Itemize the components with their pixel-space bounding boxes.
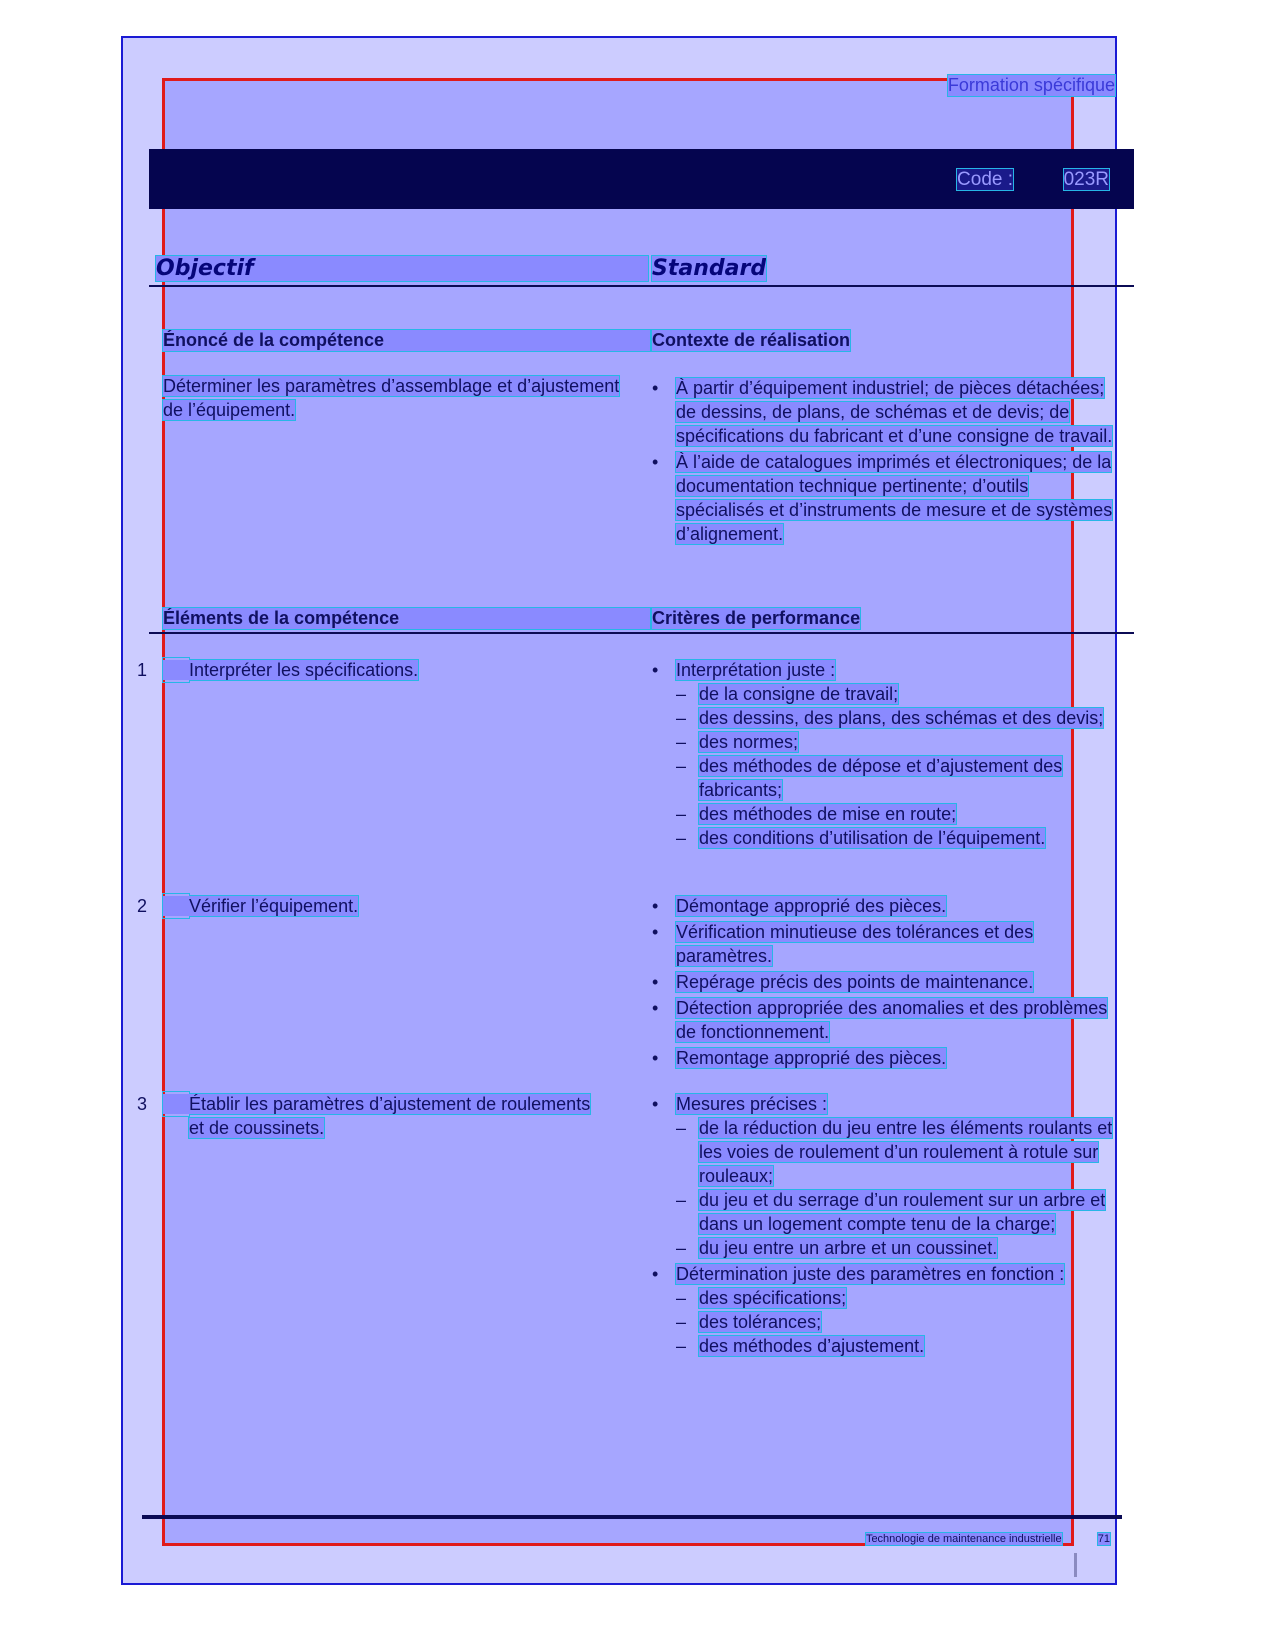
- critere-item: • Démontage approprié des pièces.: [652, 894, 1117, 918]
- contexte-item: • À l’aide de catalogues imprimés et électroniques; de la documentation technique pertinente; d’outils spécialisés et d’instruments de mesure et de systèmes d’alignement.: [652, 450, 1117, 546]
- critere-item: • Interprétation juste : – de la consigne de travail; – des dessins, des plans, des schémas et des devis; – des normes; – des méthodes de dépose et d’ajustement des fabricants; – des méthodes de mise en route; – des conditions d’utilisation de l’équipement.: [652, 658, 1117, 850]
- element-1: 1 Interpréter les spécifications.: [137, 660, 419, 680]
- objectif-heading: Objectif: [156, 256, 648, 281]
- footer-marker: [1074, 1553, 1077, 1577]
- critere-subitem: – des spécifications;: [676, 1286, 1117, 1310]
- footer-text: Technologie de maintenance industrielle: [865, 1533, 1062, 1545]
- critere-subitem: – des normes;: [676, 730, 1117, 754]
- critere-subitem: – des méthodes de dépose et d’ajustement des fabricants;: [676, 754, 1117, 802]
- critere-subitem: – du jeu et du serrage d’un roulement sur un arbre et dans un logement compte tenu de la charge;: [676, 1188, 1117, 1236]
- contexte-item: • À partir d’équipement industriel; de pièces détachées; de dessins, de plans, de schémas et de devis; de spécifications du fabricant et d’une consigne de travail.: [652, 376, 1117, 448]
- critere-item: • Détection appropriée des anomalies et des problèmes de fonctionnement.: [652, 996, 1117, 1044]
- critere-subitem: – du jeu entre un arbre et un coussinet.: [676, 1236, 1117, 1260]
- elements-heading: Éléments de la compétence: [163, 608, 650, 629]
- critere-item: • Mesures précises : – de la réduction du jeu entre les éléments roulants et les voies de roulement d’un roulement à rotule sur rouleaux; – du jeu et du serrage d’un roulement sur un arbre et dans un logement compte tenu de la charge; – du jeu entre un arbre et un coussinet.: [652, 1092, 1117, 1260]
- element-2: 2 Vérifier l’équipement.: [137, 896, 359, 916]
- critere-item: • Repérage précis des points de maintenance.: [652, 970, 1117, 994]
- criteres-heading: Critères de performance: [652, 608, 861, 628]
- critere-subitem: – de la consigne de travail;: [676, 682, 1117, 706]
- critere-item: • Remontage approprié des pièces.: [652, 1046, 1117, 1070]
- critere-subitem: – des méthodes de mise en route;: [676, 802, 1117, 826]
- critere-subitem: – des dessins, des plans, des schémas et des devis;: [676, 706, 1117, 730]
- section-rule: [149, 285, 1134, 287]
- criteres-group-1: [652, 658, 1117, 852]
- code-label: [957, 169, 1109, 191]
- competence-heading: Énoncé de la compétence: [163, 330, 650, 351]
- elements-rule: [149, 632, 1134, 634]
- critere-subitem: – des tolérances;: [676, 1310, 1117, 1334]
- top-label: Formation spécifique: [947, 75, 1115, 95]
- critere-subitem: – de la réduction du jeu entre les éléments roulants et les voies de roulement d’un roulement à rotule sur rouleaux;: [676, 1116, 1117, 1188]
- footer: [866, 1533, 1110, 1545]
- contexte-heading: Contexte de réalisation: [652, 330, 851, 350]
- contexte-list: [652, 376, 1117, 548]
- critere-item: • Vérification minutieuse des tolérances et des paramètres.: [652, 920, 1117, 968]
- competence-text-block: [163, 374, 633, 422]
- criteres-group-2: [652, 894, 1117, 1072]
- critere-item: • Détermination juste des paramètres en fonction : – des spécifications; – des tolérances; – des méthodes d’ajustement.: [652, 1262, 1117, 1358]
- competence-text: Déterminer les paramètres d’assemblage et d’ajustement de l’équipement.: [163, 376, 620, 420]
- element-3: 3 Établir les paramètres d’ajustement de roulements et de coussinets.: [137, 1094, 591, 1138]
- critere-subitem: – des méthodes d’ajustement.: [676, 1334, 1117, 1358]
- page-number: 71: [1097, 1533, 1110, 1545]
- criteres-group-3: [652, 1092, 1117, 1360]
- critere-subitem: – des conditions d’utilisation de l’équipement.: [676, 826, 1117, 850]
- code-label-text: Code :: [957, 169, 1014, 190]
- standard-heading: Standard: [652, 256, 767, 281]
- footer-rule: [142, 1515, 1122, 1519]
- code-value: 023R: [1063, 169, 1109, 190]
